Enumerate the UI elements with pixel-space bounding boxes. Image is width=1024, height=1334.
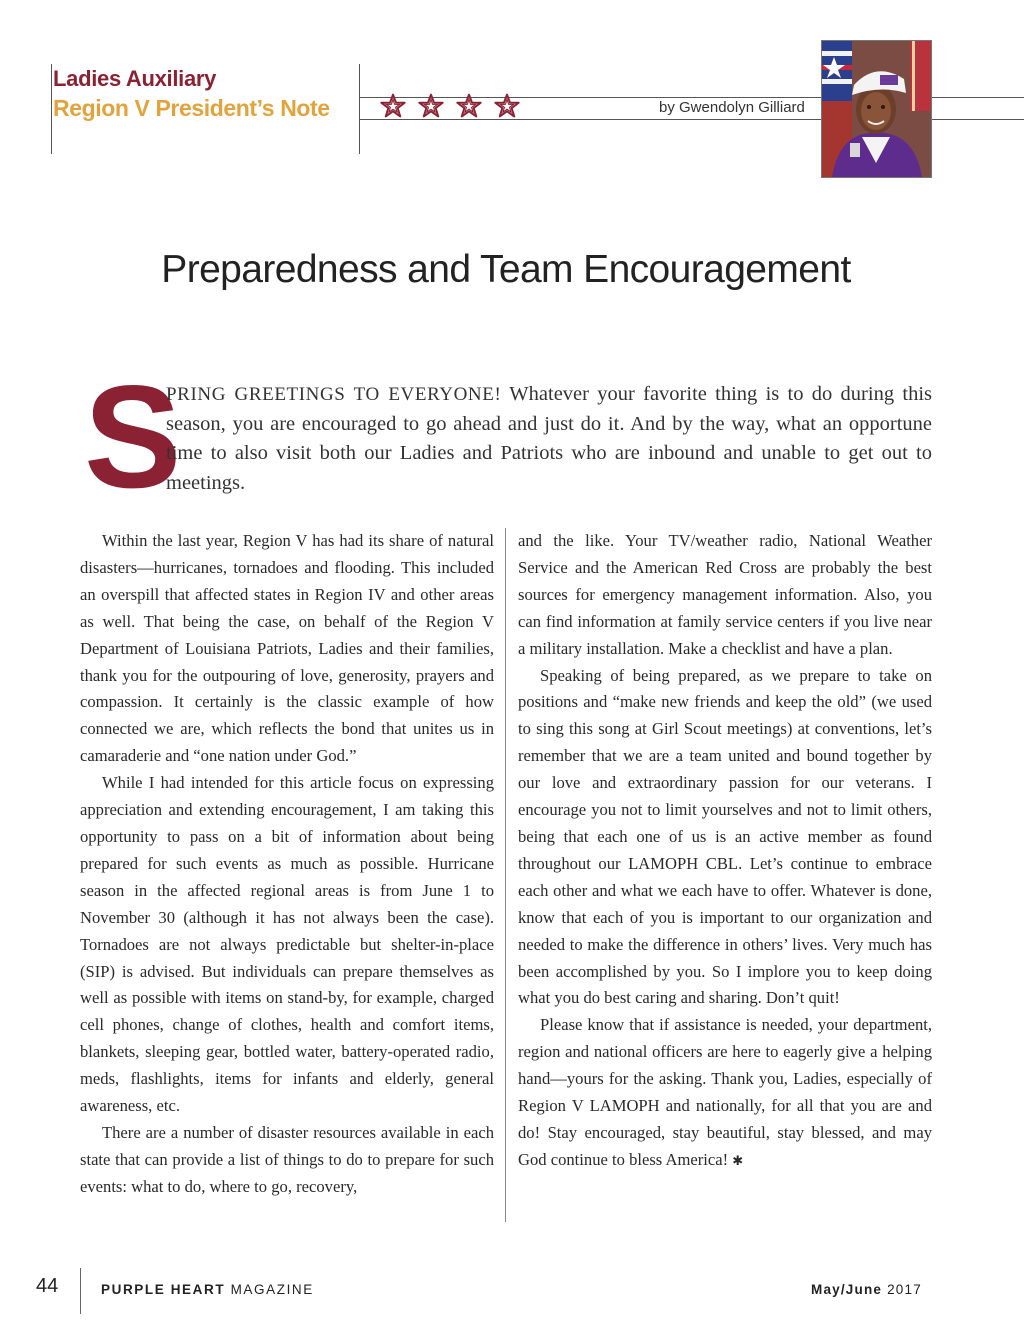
body-paragraph: Within the last year, Region V has had its share of natural disasters—hurricanes, tornadoes and flooding. This included an overspill that affected states in Region IV and other areas as well. That being the case, on behalf of the Region V Department of Louisiana Patriots, Ladies and their families, thank you for the outpouring of love, generosity, prayers and compassion. It certainly is the classic example of how connected we are, which reflects the bond that unites us in camaraderie and “one nation under God.” — [80, 531, 494, 766]
issue-year: 2017 — [887, 1282, 922, 1297]
issue-date — [811, 1282, 922, 1297]
left-column — [80, 528, 494, 1201]
closing-paragraph — [518, 1012, 932, 1174]
author-photo — [821, 40, 932, 178]
footer-divider — [80, 1268, 81, 1314]
column-title: Region V President’s Note — [53, 95, 330, 121]
end-mark-icon: ✱ — [732, 1152, 744, 1168]
column-divider — [505, 528, 506, 1222]
magazine-name-rest: MAGAZINE — [230, 1282, 314, 1297]
header-rule-mid — [359, 64, 360, 154]
body-paragraph-continued: and the like. Your TV/weather radio, National Weather Service and the American Red Cross are probably the best sources for emergency management information. Also, you can find information at family service centers if you live near a military installation. Make a checklist and have a plan. — [518, 531, 932, 658]
drop-cap: S — [84, 355, 182, 518]
header-rule-bottom — [359, 119, 821, 120]
body-paragraph: Speaking of being prepared, as we prepare to take on positions and “make new friends and keep the old” (we used to sing this song at Girl Scout meetings) at conventions, let’s remember that we are a team united and bound together by our love and extraordinary passion for our veterans. I encourage you not to limit yourselves and not to limit others, being that each one of us is an active member as found throughout our LAMOPH CBL. Let’s continue to embrace each other and what we each have to offer. Whatever is done, know that each of you is important to our organization and needed to make the difference in others’ lives. Very much has been accomplished by you. So I implore you to keep doing what you do best caring and sharing. Don’t quit! — [518, 665, 932, 1008]
byline: by Gwendolyn Gilliard — [659, 99, 805, 116]
body-paragraph: There are a number of disaster resources available in each state that can provide a list of things to do to prepare for such events: what to do, where to go, recovery, — [80, 1122, 494, 1196]
header-rule-right-bottom — [930, 119, 1024, 120]
star-icon — [418, 93, 444, 119]
page-number: 44 — [36, 1275, 59, 1297]
star-icon — [456, 93, 482, 119]
intro-paragraph — [166, 380, 932, 498]
magazine-name-bold: PURPLE HEART — [101, 1282, 226, 1297]
section-title: Ladies Auxiliary — [53, 66, 217, 91]
right-column — [518, 528, 932, 1175]
intro-caps: PRING GREETINGS TO EVERYONE! — [166, 384, 502, 405]
intro-text: Whatever your favorite thing is to do during this season, you are encouraged to go ahead and just do it. And by the way, what an opportune time to also visit both our Ladies and Patriots who are inbound and unable to get out to meetings. — [166, 383, 932, 494]
body-paragraph: While I had intended for this article focus on expressing appreciation and extending encouragement, I am taking this opportunity to pass on a bit of information about being prepared for such events as much as possible. Hurricane season in the affected regional areas is from June 1 to November 30 (although it has not always been the case). Tornadoes are not always predictable but shelter-in-place (SIP) is advised. But individuals can prepare themselves as well as possible with items on stand-by, for example, charged cell phones, change of clothes, health and comfort items, blankets, sleeping gear, bottled water, battery-operated radio, meds, flashlights, items for infants and elderly, general awareness, etc. — [80, 773, 494, 1116]
star-icon — [380, 93, 406, 119]
star-rating-decoration — [380, 93, 520, 119]
header-rule-left — [51, 64, 52, 154]
star-icon — [494, 93, 520, 119]
header-rule-right-top — [930, 97, 1024, 98]
issue-months: May/June — [811, 1282, 883, 1297]
magazine-name — [101, 1282, 314, 1297]
closing-text: Please know that if assistance is needed, your department, region and national officers are here to eagerly give a helping hand—yours for the asking. Thank you, Ladies, especially of Region V LAMOPH and nationally, for all that you are and do! Stay encouraged, stay beautiful, stay blessed, and may God continue to bless America! — [518, 1015, 932, 1169]
article-title: Preparedness and Team Encouragement — [161, 248, 851, 291]
